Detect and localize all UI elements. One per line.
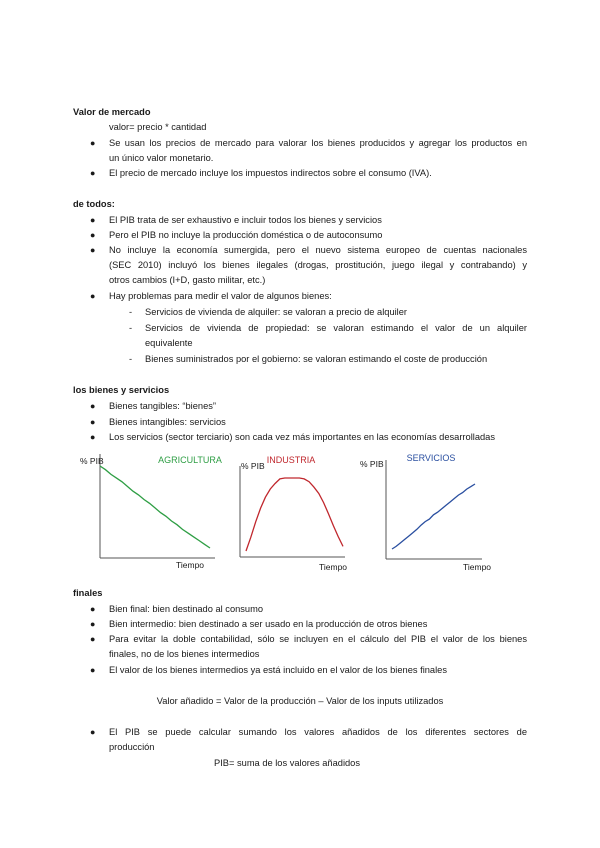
section-heading-finales: finales [73, 588, 103, 598]
list-item-text: El valor de los bienes intermedios ya está incluido en el valor de los bienes finales [109, 665, 447, 675]
list-item-text: Se usan los precios de mercado para valorar los bienes producidos y agregar los productos en [109, 138, 527, 148]
list-item-text: No incluye la economía sumergida, pero el nuevo sistema europeo de cuentas nacionales [109, 245, 527, 255]
bullet-icon: ● [90, 665, 96, 675]
chart-xlabel: Tiempo [319, 562, 348, 572]
dash-marker: - [129, 354, 133, 364]
list-item-text: El PIB trata de ser exhaustivo e incluir todos los bienes y servicios [109, 215, 382, 225]
bullet-icon: ● [90, 291, 96, 301]
sector-charts [0, 448, 600, 583]
list-item-text: Los servicios (sector terciario) son cada vez más importantes en las economías desarrolladas [109, 432, 495, 442]
chart-agricultura [76, 448, 226, 578]
chart-xlabel: Tiempo [463, 562, 492, 572]
chart-title: SERVICIOS [406, 453, 456, 463]
bullet-icon: ● [90, 215, 96, 225]
list-item-text: Bien final: bien destinado al consumo [109, 604, 264, 614]
list-item-text: Hay problemas para medir el valor de algunos bienes: [109, 291, 332, 301]
list-item-text: Bienes intangibles: servicios [109, 417, 226, 427]
chart-industria [238, 448, 358, 578]
list-item-text: El precio de mercado incluye los impuestos indirectos sobre el consumo (IVA). [109, 168, 432, 178]
list-item-text: Pero el PIB no incluye la producción doméstica o de autoconsumo [109, 230, 383, 240]
bullet-icon: ● [90, 401, 96, 411]
list-item-text: (SEC 2010) incluyó los bienes ilegales (drogas, prostitución, juego ilegal y contrabando) y [109, 260, 527, 270]
list-item-text: Bien intermedio: bien destinado a ser usado en la producción de otros bienes [109, 619, 428, 629]
chart-title: INDUSTRIA [266, 455, 316, 465]
bullet-icon: ● [90, 230, 96, 240]
list-item-text: Para evitar la doble contabilidad, sólo se incluyen en el cálculo del PIB el valor de los bienes [109, 634, 527, 644]
list-item-text: producción [109, 742, 155, 752]
formula-valor-anadido: Valor añadido = Valor de la producción – Valor de los inputs utilizados [156, 696, 444, 706]
sublist-item-text: Servicios de vivienda de propiedad: se valoran estimando el valor de un alquiler [145, 323, 527, 333]
list-item-text: un único valor monetario. [109, 153, 214, 163]
bullet-icon: ● [90, 432, 96, 442]
section-heading-de-todos: de todos: [73, 199, 115, 209]
dash-marker: - [129, 307, 133, 317]
bullet-icon: ● [90, 138, 96, 148]
list-item-text: El PIB se puede calcular sumando los valores añadidos de los diferentes sectores de [109, 727, 527, 737]
list-item-text: otros cambios (I+D, gasto militar, etc.) [109, 275, 266, 285]
bullet-icon: ● [90, 604, 96, 614]
bullet-icon: ● [90, 634, 96, 644]
bullet-icon: ● [90, 245, 96, 255]
bullet-icon: ● [90, 727, 96, 737]
bullet-icon: ● [90, 619, 96, 629]
section-heading-bienes-servicios: los bienes y servicios [73, 385, 170, 395]
sublist-item-text: Servicios de vivienda de alquiler: se valoran a precio de alquiler [145, 307, 408, 317]
list-item-text: Bienes tangibles: “bienes” [109, 401, 216, 411]
chart-xlabel: Tiempo [176, 560, 205, 570]
bullet-icon: ● [90, 168, 96, 178]
chart-ylabel: % PIB [360, 459, 384, 469]
formula-valor: valor= precio * cantidad [109, 122, 207, 132]
chart-servicios [360, 448, 512, 578]
bullet-icon: ● [90, 417, 96, 427]
sublist-item-text: Bienes suministrados por el gobierno: se valoran estimando el coste de producción [145, 354, 488, 364]
chart-title: AGRICULTURA [158, 455, 222, 465]
chart-ylabel: % PIB [80, 456, 104, 466]
sublist-item-text: equivalente [145, 338, 193, 348]
formula-pib: PIB= suma de los valores añadidos [214, 758, 360, 768]
section-heading-valor-mercado: Valor de mercado [73, 107, 151, 117]
list-item-text: finales, no de los bienes intermedios [109, 649, 260, 659]
chart-ylabel: % PIB [241, 461, 265, 471]
dash-marker: - [129, 323, 133, 333]
